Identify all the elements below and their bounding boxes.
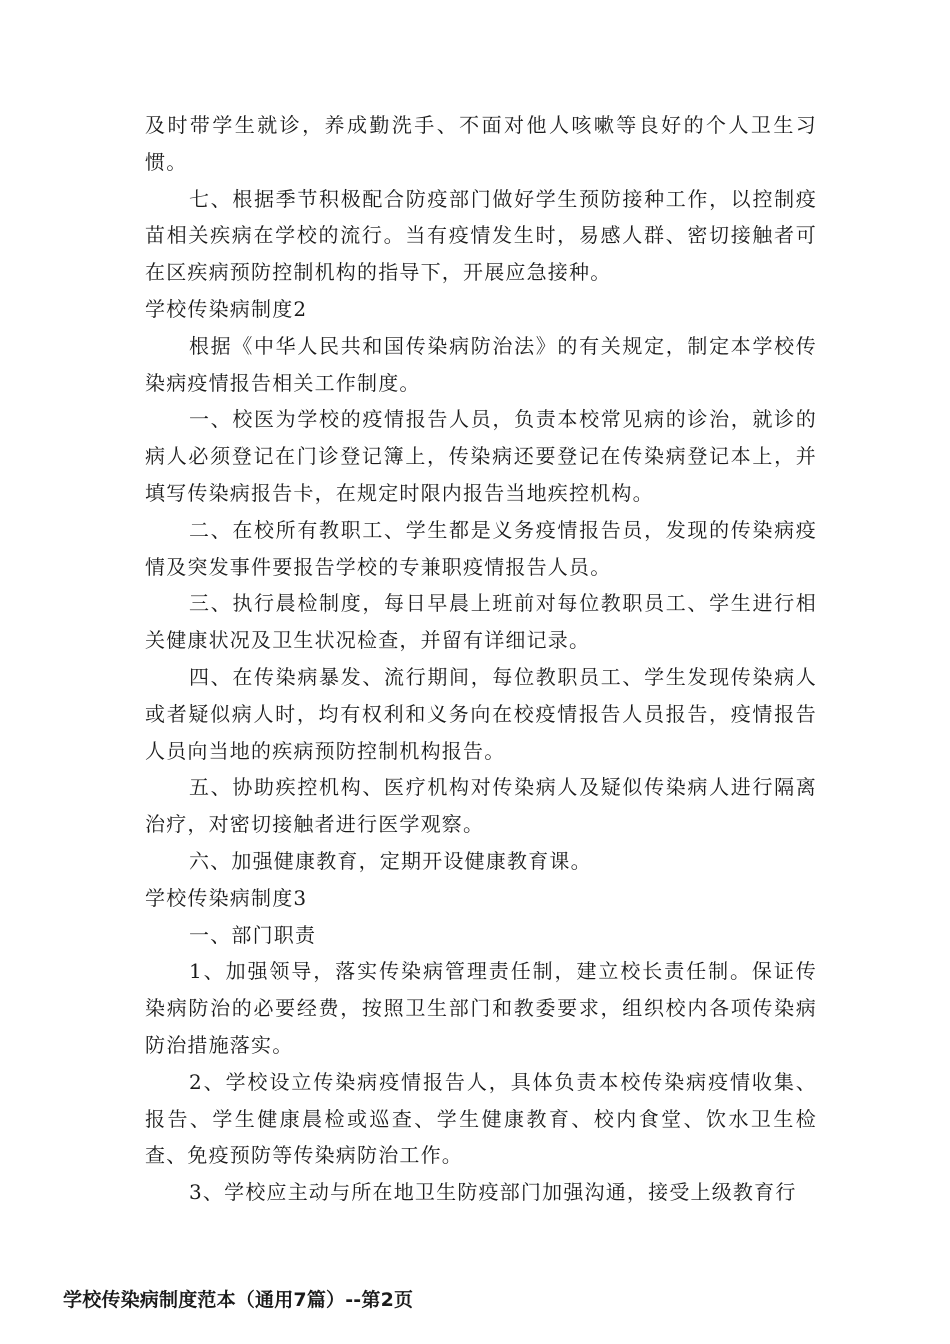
paragraph: 三、执行晨检制度，每日早晨上班前对每位教职员工、学生进行相关健康状况及卫生状况检查，并留有详细记录。: [145, 591, 817, 653]
paragraph: 五、协助疾控机构、医疗机构对传染病人及疑似传染病人进行隔离治疗，对密切接触者进行医学观察。: [145, 775, 817, 837]
section-heading: 学校传染病制度2: [145, 296, 308, 321]
paragraph: 二、在校所有教职工、学生都是义务疫情报告员，发现的传染病疫情及突发事件要报告学校的专兼职疫情报告人员。: [145, 517, 817, 579]
page-footer: 学校传染病制度范本（通用7篇）--第2页: [63, 1289, 414, 1311]
paragraph: 及时带学生就诊，养成勤洗手、不面对他人咳嗽等良好的个人卫生习惯。: [145, 113, 817, 174]
paragraph: 1、加强领导，落实传染病管理责任制，建立校长责任制。保证传染病防治的必要经费，按照卫生部门和教委要求，组织校内各项传染病防治措施落实。: [145, 959, 817, 1057]
paragraph: 六、加强健康教育，定期开设健康教育课。: [189, 848, 592, 873]
section-heading: 学校传染病制度3: [145, 885, 308, 910]
subsection-heading: 一、部门职责: [189, 922, 317, 947]
paragraph: 四、在传染病暴发、流行期间，每位教职员工、学生发现传染病人或者疑似病人时，均有权利和义务向在校疫情报告人员报告，疫情报告人员向当地的疾病预防控制机构报告。: [145, 664, 817, 763]
paragraph: 2、学校设立传染病疫情报告人，具体负责本校传染病疫情收集、报告、学生健康晨检或巡查、学生健康教育、校内食堂、饮水卫生检查、免疫预防等传染病防治工作。: [145, 1069, 817, 1168]
paragraph: 一、校医为学校的疫情报告人员，负责本校常见病的诊治，就诊的病人必须登记在门诊登记簿上，传染病还要登记在传染病登记本上，并填写传染病报告卡，在规定时限内报告当地疾控机构。: [145, 407, 817, 505]
paragraph: 七、根据季节积极配合防疫部门做好学生预防接种工作，以控制疫苗相关疾病在学校的流行。当有疫情发生时，易感人群、密切接触者可在区疾病预防控制机构的指导下，开展应急接种。: [145, 186, 817, 285]
paragraph: 根据《中华人民共和国传染病防治法》的有关规定，制定本学校传染病疫情报告相关工作制度。: [145, 333, 817, 395]
paragraph: 3、学校应主动与所在地卫生防疫部门加强沟通，接受上级教育行: [189, 1180, 797, 1205]
document-body: [145, 107, 817, 1211]
